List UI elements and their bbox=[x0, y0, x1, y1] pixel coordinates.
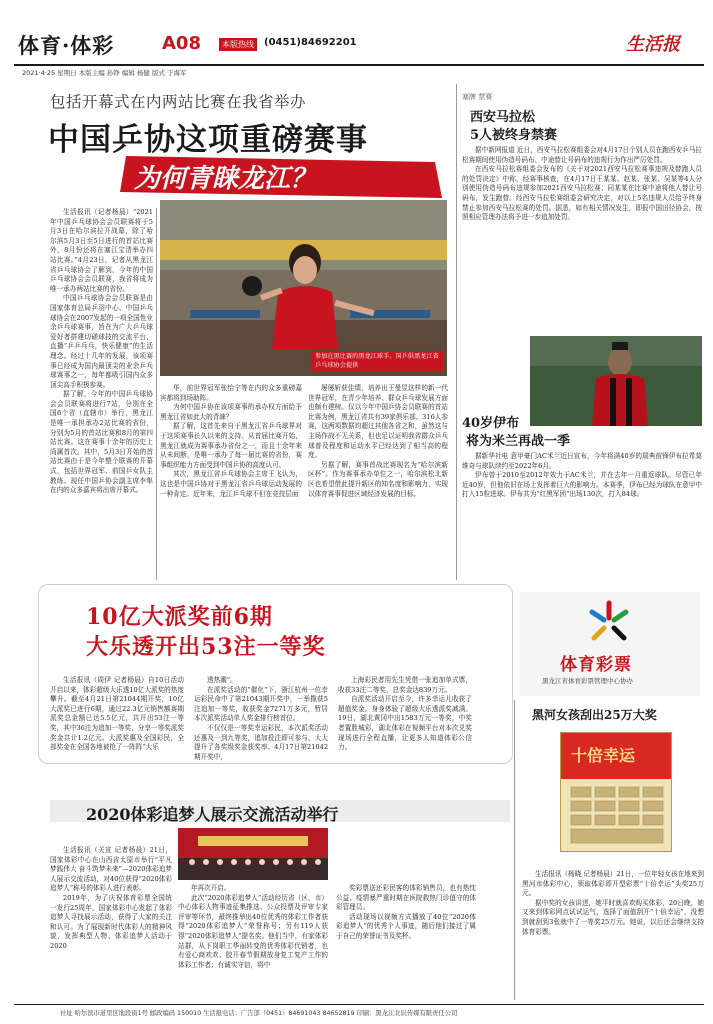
date-line: 2021·4·25 星期日 本版主编 孙铮 编辑 杨健 版式 于海军 bbox=[22, 69, 187, 77]
lottery-paragraph: 自派奖活动开启至今，许多幸运儿收获了超值奖金。身身体验了超级大乐透派奖减满。19日，湖北黄冈中出1583万元一等奖，中奖者置胜城彩，湖北体彩在视频平台对本次兑奖现场进行全程直播，让更多人知道体彩公信力。 bbox=[338, 695, 472, 752]
lucky-headline: 黑河女孩刮出25万大奖 bbox=[532, 708, 657, 722]
lucky-body bbox=[522, 870, 704, 937]
masthead bbox=[14, 28, 704, 77]
lead-paragraph: 为何中国乒协在该项赛事的承办权方面给予黑龙江省如此大的青睐？ bbox=[160, 403, 302, 421]
lead-subhead-banner bbox=[120, 152, 450, 200]
footer-rule bbox=[14, 1004, 704, 1005]
sidebar-mid-paragraph: 伊布曾于2010至2012年效力于AC米兰，并在去年一月重返球队。尽管已年近40岁，但他依旧在场上发挥着巨大的影响力。本赛季，伊布已经为球队在意甲中打入15粒进球。伊布共为“红黑军团”出场130次，打入84球。 bbox=[462, 471, 702, 499]
lottery-paragraph: 生活报讯（周伊 记者杨晨）自10日活动开启以来，体彩超级大乐透10亿大派奖的热度攀升。截至4月21日第21044期开奖，10亿大派奖已进行6期，通过22.3亿元销售额赛期派奖总金额已达5.5亿元，共开出53注一等奖，其中36注为追加一等奖，分享一等奖派奖奖金共计1.2亿元。大派奖惠及全国彩民，全部奖金在全国各地被抢了一阵阵“大乐 bbox=[50, 676, 184, 752]
sidebar-top-paragraph: 在西安马拉松赛组委会发布的《关于对2021西安马拉松赛事违规及替跑人员的处罚决定》中称，经赛事核查，在4月17日王某某、赵某、张某、吴某等4人分别使用伪造号码布违规参加2021西安马拉松赛；同某某在比赛中途将他人替让号码布，发生跑替。经西安马拉松赛组委会研究决定，对以上5名违规人员给予终身禁止参加西安马拉松赛的处罚。据悉，如有相关情况发生，即报中国田径协会，按照相应管理办法将予进一步追加处罚。 bbox=[462, 165, 702, 222]
lottery-paragraph: 在派奖活动的“催化”下，浙江杭州一位幸运彩民命中了第21043期开奖中，一举揽获5注追加一等奖，收获奖金7271万多元，暂居本次派奖活动单人奖金排行榜首位。 bbox=[194, 685, 328, 723]
ticket-title: 十倍幸运 bbox=[571, 746, 636, 765]
lead-photo-caption: 参加在黑比赛的黑龙江球手。国乒供黑龙江省乒乓球协会提供 bbox=[311, 351, 443, 372]
lucky-ticket bbox=[560, 732, 672, 852]
sports-lottery-logo-icon bbox=[584, 598, 634, 648]
sidebar-top-subhead: 5人被终身禁赛 bbox=[470, 128, 558, 143]
lottery-paragraph: 透热潮”。 bbox=[207, 676, 237, 684]
lower-sidebar-divider bbox=[514, 700, 515, 1000]
ceremony-photo-icon bbox=[178, 828, 328, 880]
dream-column-3 bbox=[336, 884, 476, 942]
lucky-paragraph: 生活报讯（杨晓 记者杨晨）21日，一位年轻女孩在地来到黑河市体彩中心，领取体彩即开型彩票“十倍幸运”头奖25万元。 bbox=[522, 870, 704, 898]
lottery-paragraph: 不仅仅是一等奖幸运彩民，本次派奖活动还惠及一到九等奖，追加投注即可参与，大大提升了各奖级奖金获奖率。4月17日第21042期开奖中， bbox=[194, 723, 328, 761]
lottery-logo-title: 体育彩票 bbox=[560, 655, 632, 675]
lead-kicker: 包括开幕式在内两站比赛在我省举办 bbox=[50, 93, 307, 111]
sidebar-top-paragraph: 据中新网报道 近日，西安马拉松赛组委会对4月17日个别人员在跑西安乒马拉松赛期间使用伪造号码布、中途替让号码布的违规行为作出严厉处罚。 bbox=[462, 146, 702, 164]
lottery-headline-2: 大乐透开出53注一等奖 bbox=[86, 634, 326, 660]
lottery-column-2 bbox=[194, 676, 328, 762]
dream-column-1 bbox=[50, 846, 172, 952]
lead-subhead: 为何青睐龙江？ bbox=[134, 164, 317, 194]
lead-paragraph: 另据了解，赛事首战比赛现名为“哈尔滨新区杯”。作为赛事承办单位之一，哈尔滨松北新区也希望借此提升新区的知名度和影响力，实现以体育赛事促进区域经济发展的目标。 bbox=[308, 460, 448, 498]
sidebar-top-kicker: 塞牌 禁赛 bbox=[462, 93, 493, 101]
sidebar-mid-subhead: 将为米兰再战一季 bbox=[466, 434, 571, 449]
lead-paragraph: 屡屡斩获佳绩，培养出王曼昱这样的新一代世界冠军，在青少年培养、群众乒乓球发展方面也颇有建树。仅以今年中国乒协会员联赛的首站比赛为例，黑龙江省共有39家俱乐部、316人参赛，这两项数据均超过其他各省之和，虽然这与主场作战不无关系，但也足以证明我省群众乒乓球普及程度和运动水平已经达到了相当高的程度。 bbox=[308, 384, 448, 460]
column-divider bbox=[156, 208, 157, 580]
lottery-logo-sub: 黑龙江省体育彩票管理中心协办 bbox=[542, 677, 633, 685]
sidebar-mid-body bbox=[462, 452, 702, 500]
dream-paragraph: 奖彩票送还彩民客的体彩销售员，也有热忱公益、疫情暴严重时期在医院救热门诊值守的体彩管理员。 bbox=[336, 884, 476, 912]
footer-text: 社址 哈尔滨市道里区地段街1号 邮政编码 150010 生活报电话：广告部（0451）84691043 84652819 印刷：黑龙江北辰传媒有限责任公司 bbox=[60, 1010, 458, 1017]
lead-paragraph: 据了解，这首先来自于黑龙江省乒乓球界对于这项赛事长久以来的支持。从首届比赛开始，黑龙江就成为赛事承办省份之一，而且十余年来从未间断，是唯一承办了每一届比赛的省份，赛事组织能力方面受到中国乒协的高度认可。 bbox=[160, 422, 302, 469]
lottery-column-1 bbox=[50, 676, 184, 753]
ticket-scratch-grid-icon bbox=[561, 781, 671, 851]
lead-paragraph: 生活报讯（记者杨晨）“2021年中国乒乓球协会会员联赛将于5月3日在哈尔滨拉开战幕，除了哈尔滨5月3日至5日进行的首站比赛外，8月份还将在塞江宝清举办四站比赛。”4月23日，记者从黑龙江省乒乓球协会了解到，今年的中国乒乓球协会会员联赛，我省将成为唯一承办两站比赛的省份。 bbox=[50, 208, 153, 293]
lead-column-3 bbox=[308, 384, 448, 499]
lead-paragraph: 华，前世界冠军张怡宁等在内的众多重磅嘉宾都将到场助阵。 bbox=[160, 384, 302, 402]
lucky-paragraph: 据中奖的女孩讲述，她平时就喜欢购买体彩，20日晚，她又来到体彩网点试试运气，选择了面值刮开“十倍幸运”，没想到就刮到3张就中了一等奖25万元。她说，以后还会继续支持体育彩票。 bbox=[522, 898, 704, 936]
dream-paragraph: 年再次开启。 bbox=[191, 884, 231, 892]
lottery-paragraph: 上海彩民者用先生凭借一张追加单式票，收获33注二等奖，总奖金达839万元。 bbox=[338, 676, 472, 694]
sidebar-top-headline: 西安马拉松 bbox=[470, 110, 536, 125]
masthead-rule bbox=[14, 64, 704, 66]
lead-column-1 bbox=[50, 208, 153, 496]
dream-column-2 bbox=[178, 884, 328, 970]
lead-paragraph: 据了解，今年的中国乒乓球协会会员联赛将进行7站，分别在全国6个省（直辖市）举行，黑龙江是唯一承担承办2站比赛的省份，分别为5月的首站比赛和8月的第四站比赛。这在赛事十余年的历史上尚属首次。其中，5月3日开始的首站比赛由于是今年整个联赛的开幕式，包括世界冠军、前国乒女队主教练、现任中国乒协会副主席李隼在内的众多嘉宾将出席开幕式。 bbox=[50, 390, 153, 495]
lead-column-2 bbox=[160, 384, 302, 499]
lottery-headline-1: 10亿大派奖前6期 bbox=[86, 604, 273, 630]
lead-paragraph: 中国乒乓球协会会员联赛是由国家体育总局乒羽中心、中国乒乓球协会在2007发起的一项全国性业余乒乓球赛事，旨在为广大乒乓球爱好者搭建切磋球技的交流平台，直播“乒乒乓乓，快乐健康”的生活理念。经过十几年的发展，该项赛事已经成为国内最顶尖的业余乒乓球赛事之一，每年都吸引国内众多顶尖高手积极参赛。 bbox=[50, 294, 153, 389]
sidebar-mid-paragraph: 据新华社电 意甲豪门AC米兰近日宣布，今年将满40岁的瑞典前锋伊布拉希莫维奇与球队续约至2022年6月。 bbox=[462, 452, 702, 470]
lottery-logo bbox=[520, 592, 700, 696]
sidebar-divider bbox=[456, 84, 457, 580]
lead-photo bbox=[160, 200, 447, 376]
hotline-number: (0451)84692201 bbox=[264, 37, 357, 48]
table-tennis-photo-icon bbox=[160, 200, 447, 376]
footballer-photo-icon bbox=[530, 336, 702, 426]
dream-photo bbox=[178, 828, 328, 880]
sidebar-top-body bbox=[462, 146, 702, 223]
dream-paragraph: 2019年，为了庆祝体育彩票全国统一发行25周年，国家体彩中心发起了体彩追梦人寻找展示活动，获得了大家的关注和认可。为了展现新时代体彩人的精神风貌，发挥典型人物、体彩追梦人活动于2020 bbox=[50, 893, 172, 950]
brand-logo: 生活报 bbox=[626, 34, 680, 55]
lottery-column-3 bbox=[338, 676, 472, 753]
page-code: A08 bbox=[162, 33, 201, 54]
dream-paragraph: 此次“2020体彩追梦人”活动经历省（区、市）中心体彩人物事迹征集推选、公众投票及评审专家评审等环节，最终推举出40位优秀的体彩工作者获得“2020体彩追梦人”荣誉称号；另有119人获得“2020体彩追梦人”提名奖。他们当中，有家体彩站群，从下岗职工华丽转变的优秀体彩代销者，也有爱心商欢欢、胶开春节假期放身复工复产工作的体彩工作者；有诚实守信，将中 bbox=[178, 893, 328, 969]
lead-headline: 中国乒协这项重磅赛事 bbox=[48, 122, 368, 158]
lead-paragraph: 其次，黑龙江省乒乓球协会主席王飞认为，这也是中国乒协对于黑龙江省乒乓球运动发展的一种肯定。近年来，龙江乒乓球不但在竞技层面 bbox=[160, 470, 302, 498]
dream-headline: 2020体彩追梦人展示交流活动举行 bbox=[86, 805, 339, 824]
hotline-label: 本版热线 bbox=[219, 38, 257, 51]
sidebar-mid-headline: 40岁伊布 bbox=[462, 416, 520, 431]
dream-paragraph: 生活报讯（关宣 记者杨晨）21日，国家体彩中心在山西省太原市举行“平凡梦践伟大 奋斗筑梦未来”—2020体彩追梦人展示交流活动，对40位获得“2020体彩追梦人”称号的体彩人进行表彰。 bbox=[50, 846, 172, 893]
dream-paragraph: 活动现场以视频方式播放了40位“2020体彩追梦人”的优秀个人事迹，随后他们接过了属于自己的荣誉证书及奖杯。 bbox=[336, 912, 476, 940]
sidebar-photo bbox=[530, 336, 702, 426]
section-title: 体育·体彩 bbox=[18, 33, 115, 58]
